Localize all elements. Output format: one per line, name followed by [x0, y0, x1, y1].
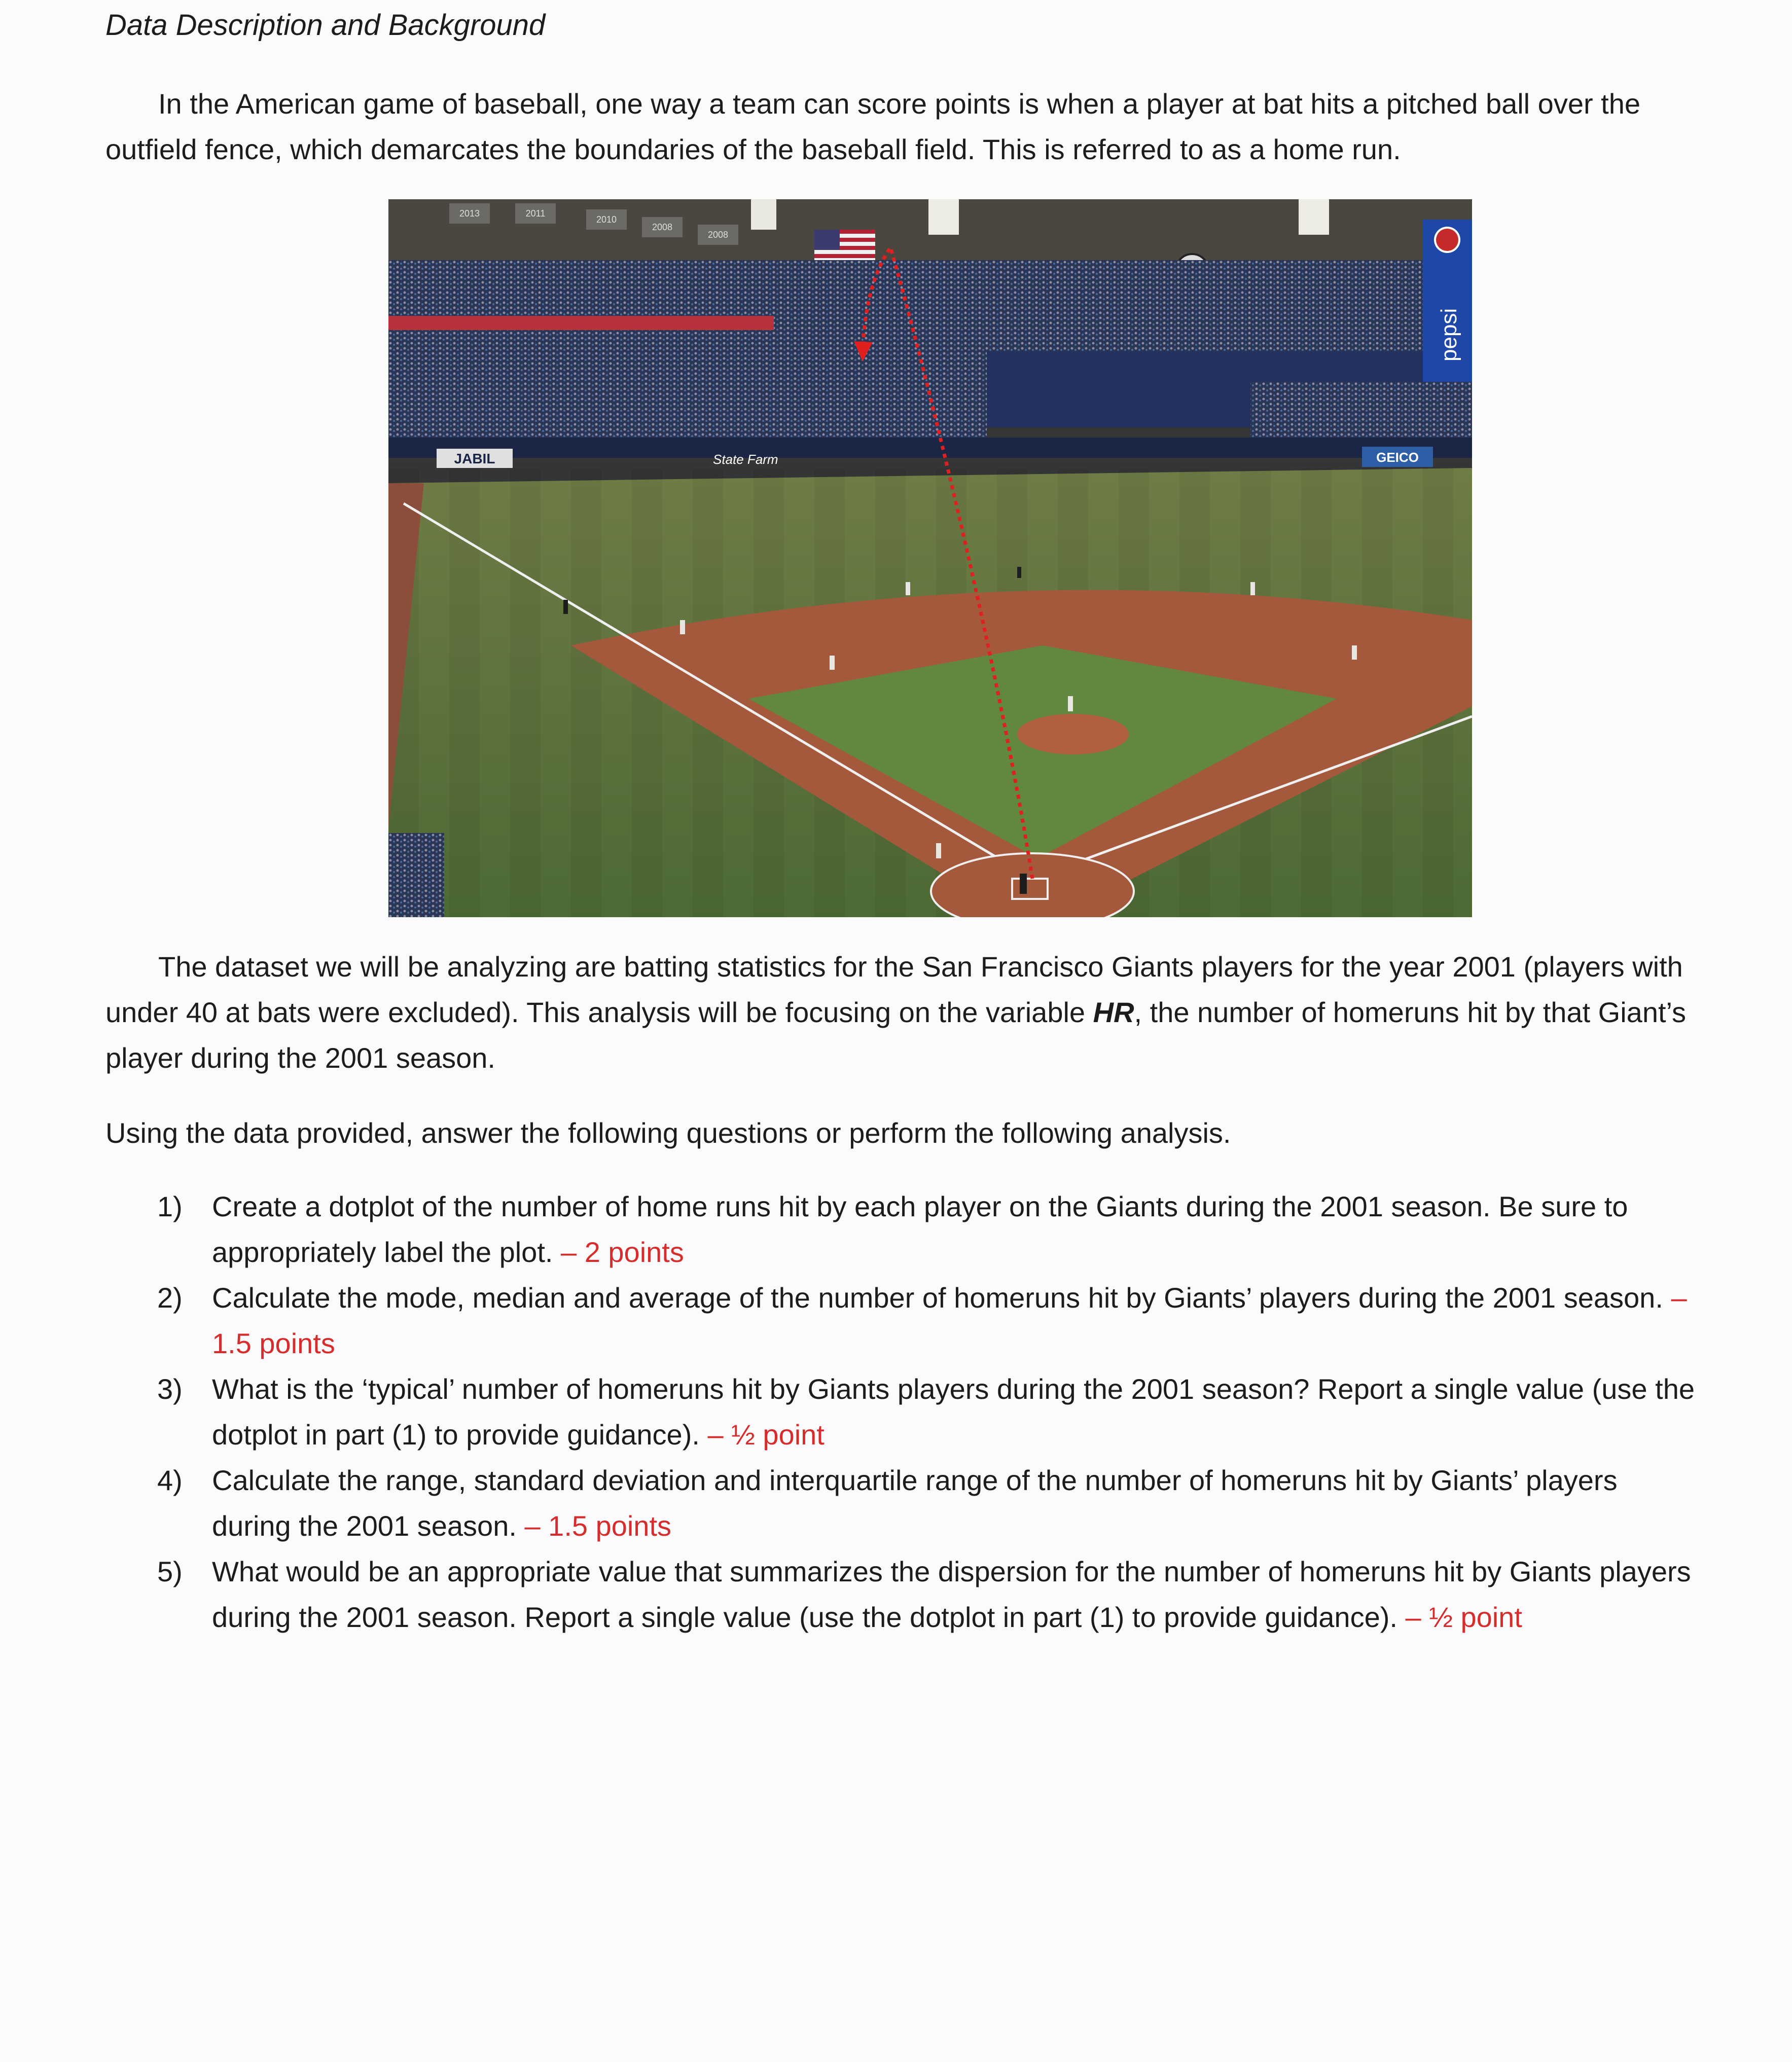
question-item [157, 1366, 1704, 1458]
dataset-paragraph [105, 944, 1698, 1081]
question-number: 4) [157, 1464, 183, 1496]
intro-paragraph [105, 81, 1698, 172]
stadium-photo [388, 199, 1472, 917]
question-points: – ½ point [707, 1419, 825, 1451]
banner-1: 2013 [459, 208, 480, 219]
question-item [157, 1275, 1704, 1366]
question-text: Create a dotplot of the number of home runs hit by each player on the Giants during the 2001 season. Be sure to appropriately label the plot. [212, 1190, 1628, 1268]
question-number: 2) [157, 1282, 183, 1314]
question-list [157, 1184, 1704, 1640]
jabil-sign: JABIL [454, 451, 495, 466]
question-points: – 1.5 points [212, 1282, 1687, 1359]
geico-sign: GEICO [1376, 450, 1419, 465]
dataset-text-2: , the number of homeruns hit by that Giant’s player during the 2001 season. [105, 996, 1686, 1074]
question-points: – ½ point [1405, 1601, 1522, 1633]
question-text: Calculate the mode, median and average of the number of homeruns hit by Giants’ players during the 2001 season. [212, 1282, 1663, 1314]
question-number: 5) [157, 1555, 183, 1587]
dataset-text-1: The dataset we will be analyzing are batting statistics for the San Francisco Giants players for the year 2001 (players with under 40 at bats were excluded). This analysis will be focusing on the variable [105, 951, 1683, 1028]
intro-text: In the American game of baseball, one way a team can score points is when a player at bat hits a pitched ball over the outfield fence, which demarcates the boundaries of the baseball field. This is referred to as a home run. [105, 88, 1641, 165]
banner-2: 2011 [525, 208, 546, 219]
statefarm-sign: State Farm [713, 452, 778, 467]
question-item [157, 1549, 1704, 1640]
variable-hr: HR [1093, 996, 1134, 1028]
question-item [157, 1458, 1704, 1549]
question-points: – 2 points [561, 1236, 684, 1268]
pepsi-sign: pepsi [1437, 308, 1461, 361]
banner-3: 2010 [596, 214, 617, 225]
question-points: – 1.5 points [524, 1510, 672, 1542]
question-number: 1) [157, 1190, 183, 1222]
banner-5: 2008 [707, 230, 729, 240]
question-text: Calculate the range, standard deviation and interquartile range of the number of homeruns hit by Giants’ players during the 2001 season. [212, 1464, 1618, 1542]
question-number: 3) [157, 1373, 183, 1405]
banner-4: 2008 [652, 222, 673, 232]
section-heading: Data Description and Background [105, 9, 546, 42]
instructions-paragraph: Using the data provided, answer the following questions or perform the following analysis. [105, 1117, 1231, 1149]
question-text: What is the ‘typical’ number of homeruns hit by Giants players during the 2001 season? Report a single value (use the dotplot in part (1) to provide guidance). [212, 1373, 1695, 1451]
question-text: What would be an appropriate value that summarizes the dispersion for the number of homeruns hit by Giants players during the 2001 season. Report a single value (use the dotplot in part (1) to provide guidance). [212, 1555, 1691, 1633]
question-item [157, 1184, 1704, 1275]
